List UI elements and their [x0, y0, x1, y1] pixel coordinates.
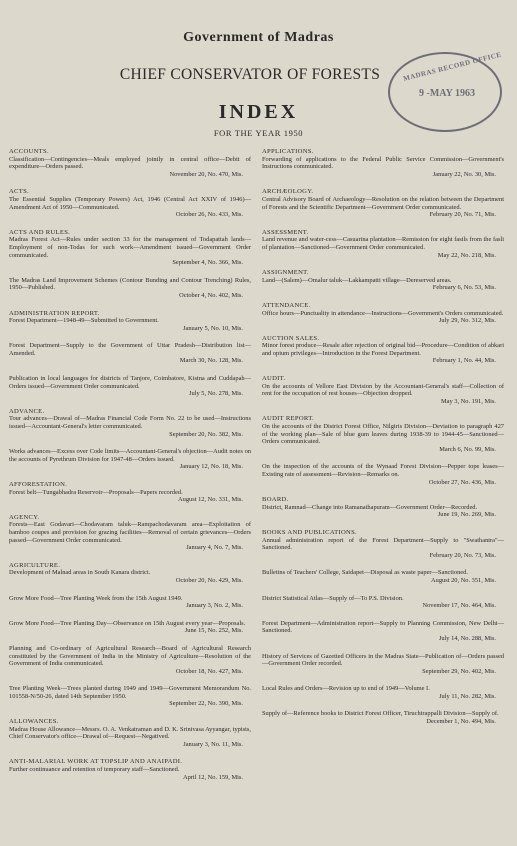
entry-text: Planning and Co-ordinary of Agricultural Research—Board of Agricultural Research constituted by the Government of India in the Ministry of Agriculture—Resolution of the Government of India communicated.: [9, 644, 251, 668]
entry-heading: ALLOWANCES.: [9, 718, 59, 726]
entry-heading: AFFORESTATION.: [9, 481, 68, 488]
entry-reference: July 14, No. 288, Mis.: [438, 634, 496, 642]
entry-reference: February 6, No. 53, Mis.: [432, 284, 496, 292]
entry-text: Central Advisory Board of Archaeology—Resolution on the relation between the Department of Forests and the Scientific Department—Government Order communicated.: [262, 195, 504, 211]
index-entry: [9, 645, 251, 675]
entry-heading: ATTENDANCE.: [262, 301, 311, 309]
index-entry: [9, 514, 251, 552]
entry-text: Local Rules and Orders—Revision up to end of 1949—Volume I.: [262, 685, 430, 693]
entry-reference: September 29, No. 402, Mis.: [422, 667, 496, 675]
entry-heading: ADMINISTRATION REPORT.: [9, 309, 100, 317]
entry-heading: ACTS.: [9, 188, 30, 196]
entry-reference: February 20, No. 71, Mis.: [429, 211, 496, 219]
entry-text: Bulletins of Teachers' College, Saidapet—Disposal as waste paper—Sanctioned.: [262, 569, 468, 577]
entry-text: Tree Planting Week—Trees planted during 1949 and 1949—Government Memorandum No. 101558-N/50-26, dated 14th September 1950.: [9, 685, 251, 700]
entry-text: Land—(Salem)—Omalur taluk—Lakkampatti village—Dereserved areas.: [262, 276, 452, 284]
entry-text: History of Services of Gazetted Officers in the Madras State—Publication of—Orders passed—Government Order recorded.: [262, 652, 504, 668]
entry-reference: October 4, No. 402, Mis.: [179, 291, 243, 299]
index-entry: [262, 188, 504, 218]
entry-reference: July 11, No. 282, Mis.: [439, 692, 496, 700]
index-entry: [9, 229, 251, 267]
entry-reference: October 26, No. 433, Mis.: [175, 211, 243, 219]
entry-text: Forest Department—Administration report—Supply to Planning Commission, New Delhi—Sanctioned.: [262, 619, 504, 635]
entry-text: District Statistical Atlas—Supply of—To P.S. Division.: [262, 594, 404, 602]
index-entry: [9, 685, 251, 708]
entry-text: On the accounts of Vellore East Division by the Accountant-General's staff—Collection of rent for the occupation of rest houses—Objection dropped.: [262, 382, 504, 398]
entry-reference: November 17, No. 464, Mis.: [422, 602, 496, 610]
stamp-date-text: 9 -MAY 1963: [419, 88, 475, 99]
index-entry: [9, 481, 251, 504]
index-entry: [262, 148, 504, 178]
index-entry: [9, 718, 251, 748]
record-office-stamp: [388, 52, 502, 132]
entry-reference: July 29, No. 312, Mis.: [438, 317, 496, 325]
index-entry: [9, 595, 251, 610]
entry-reference: April 12, No. 159, Mis.: [182, 773, 243, 781]
entry-text: Office hours—Punctuality in attendance—Instructions—Government's Orders communicated.: [262, 309, 504, 317]
entry-heading: APPLICATIONS.: [262, 148, 314, 155]
entry-heading: AUDIT.: [262, 375, 286, 383]
entry-heading: ASSESSMENT.: [262, 228, 309, 236]
entry-reference: June 15, No. 252, Mis.: [184, 627, 243, 635]
entry-text: On the inspection of the accounts of the Wynaad Forest Division—Pepper tope leases—Existing rate of assessment—Revision—Remarks on.: [262, 463, 504, 478]
entry-heading: ASSIGNMENT.: [262, 269, 309, 277]
entry-reference: January 3, No. 11, Mis.: [183, 740, 243, 748]
entry-reference: August 12, No. 331, Mis.: [178, 496, 243, 504]
index-entry: [262, 335, 504, 365]
entry-heading: AUDIT REPORT.: [262, 415, 314, 423]
entry-text: Forest Department—Supply to the Government of Uttar Pradesh—Distribution list—Amended.: [9, 342, 251, 357]
index-entry: [9, 448, 251, 471]
entry-reference: September 22, No. 390, Mis.: [169, 700, 243, 708]
entry-reference: June 19, No. 269, Mis.: [437, 511, 496, 519]
index-entry: [9, 375, 251, 398]
entry-reference: February 20, No. 73, Mis.: [429, 551, 496, 559]
entry-heading: ADVANCE.: [9, 407, 45, 415]
entry-heading: AGENCY.: [9, 513, 40, 521]
entry-heading: AGRICULTURE.: [9, 561, 61, 569]
entry-text: Further continuance and retention of temporary staff—Sanctioned.: [9, 766, 180, 774]
entry-heading: AUCTION SALES.: [262, 334, 320, 342]
index-entry: [9, 620, 251, 635]
index-entry: [262, 269, 504, 292]
index-entry: [262, 302, 504, 325]
entry-text: District, Ramnad—Change into Ramanathapuram—Government Order—Recorded.: [262, 503, 478, 511]
index-title: INDEX: [218, 101, 299, 123]
entry-text: Annual administration report of the Forest Department—Supply to "Swathantra"—Sanctioned.: [262, 536, 504, 552]
entry-reference: September 4, No. 366, Mis.: [172, 259, 243, 267]
index-entry: [9, 310, 251, 333]
index-entry: [262, 375, 504, 405]
entry-reference: February 1, No. 44, Mis.: [432, 357, 496, 365]
index-entry: [9, 188, 251, 218]
entry-text: Grow More Food—Tree Planting Day—Observance on 15th August every year—Proposals.: [9, 619, 246, 627]
entry-reference: September 20, No. 382, Mis.: [169, 430, 243, 438]
year-subtitle: FOR THE YEAR 1950: [213, 128, 304, 138]
index-entry: [262, 595, 504, 610]
entry-reference: May 22, No. 218, Mis.: [437, 251, 496, 259]
entry-text: Forest Department—1948-49—Submitted to Government.: [9, 317, 159, 325]
index-entry: [9, 758, 251, 781]
index-entry: [9, 342, 251, 365]
right-column: [262, 148, 504, 736]
index-entry: [262, 653, 504, 676]
index-entry: [262, 710, 504, 725]
entry-reference: January 4, No. 7, Mis.: [186, 544, 243, 552]
index-entry: [262, 496, 504, 519]
left-column: [9, 148, 251, 791]
entry-reference: October 27, No. 436, Mis.: [428, 478, 496, 486]
index-entry: [262, 529, 504, 559]
entry-heading: ACCOUNTS.: [9, 148, 49, 155]
entry-text: Development of Malnad areas in South Kanara district.: [9, 569, 151, 577]
entry-heading: ANTI-MALARIAL WORK AT TOPSLIP AND ANAIPADI.: [9, 758, 183, 766]
entry-reference: July 5, No. 278, Mis.: [189, 390, 243, 398]
entry-text: On the accounts of the District Forest Office, Nilgiris Division—Deviation to paragraph 427 of the working plan—Sale of blue gum leaves during 1938-39 to 1944-45—Sanctioned—Orders communicated.: [262, 423, 504, 446]
entry-text: Forwarding of applications to the Federal Public Service Commission—Government's Instructions communicated.: [262, 155, 504, 171]
index-entry: [262, 620, 504, 643]
entry-text: Works advances—Excess over Code limits—Accountant-General's objection—Audit notes on the accounts of Pyrethrum Division for 1947-48—Orders issued.: [9, 448, 251, 463]
entry-heading: BOOKS AND PUBLICATIONS.: [262, 528, 358, 536]
index-entry: [9, 148, 251, 178]
index-entry: [262, 229, 504, 259]
entry-reference: December 1, No. 494, Mis.: [426, 718, 496, 726]
entry-text: Madras Forest Act—Rules under section 33 for the management of Todapattah lands—Employment of non-Todas for such work—Amendment issued—Government Order communicated.: [9, 236, 251, 259]
index-entry: [9, 277, 251, 300]
entry-reference: January 3, No. 2, Mis.: [186, 602, 243, 610]
entry-text: Minor forest produce—Resale after rejection of original bid—Procedure—Condition of abkari and opium privileges—Introduction in the Forest Department.: [262, 342, 504, 357]
entry-reference: October 20, No. 429, Mis.: [175, 576, 243, 584]
index-entry: [9, 408, 251, 438]
government-heading: Government of Madras: [183, 30, 334, 45]
entry-text: Grow More Food—Tree Planting Week from the 15th August 1949.: [9, 594, 183, 602]
index-entry: [262, 463, 504, 486]
entry-text: Forest belt—Tungabhadra Reservoir—Proposals—Papers recorded.: [9, 488, 183, 496]
entry-reference: January 5, No. 10, Mis.: [183, 324, 243, 332]
entry-text: The Essential Supplies (Temporary Powers) Act, 1946 (Central Act XXIV of 1946)—Amendment Act of 1950—Communicated.: [9, 195, 251, 211]
entry-text: Publication in local languages for districts of Tanjore, Coimbatore, Kistna and Cuddapah—Orders issued—Government Order communicated.: [9, 375, 251, 390]
stamp-office-text: MADRAS RECORD OFFICE: [402, 50, 503, 83]
index-entry: [262, 415, 504, 453]
entry-reference: August 20, No. 351, Mis.: [431, 576, 496, 584]
entry-text: Classification—Contingencies—Meals employed jointly in central office—Debit of expenditure—Orders passed.: [9, 155, 251, 171]
entry-reference: October 18, No. 427, Mis.: [175, 667, 243, 675]
entry-reference: January 22, No. 30, Mis.: [432, 170, 496, 178]
entry-text: The Madras Land Improvement Schemes (Contour Bunding and Contour Trenching) Rules, 1950—Published.: [9, 276, 251, 292]
entry-text: Tour advances—Drawal of—Madras Financial Code Form No. 22 to be used—Instructions issued—Accountant-General's letter communicated.: [9, 415, 251, 431]
index-entry: [262, 569, 504, 584]
office-heading: CHIEF CONSERVATOR OF FORESTS: [119, 66, 381, 83]
entry-reference: November 20, No. 470, Mis.: [169, 170, 243, 178]
entry-text: Forests—East Godavari—Chodavaram taluk—Rampachodavaram area—Exploitation of bamboo coupes and provision for grazing facilities—Removal of certain grievances—Orders passed—Government Order communicated.: [9, 521, 251, 544]
index-entry: [262, 685, 504, 700]
index-entry: [9, 562, 251, 585]
entry-reference: March 6, No. 99, Mis.: [439, 445, 496, 453]
entry-heading: ARCHÆOLOGY.: [262, 188, 314, 196]
entry-text: Land revenue and water-cess—Casuarina plantation—Remission for eight fasils from the fasli of plantation—Sanctioned—Government Order communicated.: [262, 236, 504, 251]
entry-reference: January 12, No. 18, Mis.: [179, 463, 243, 471]
entry-heading: BOARD.: [262, 496, 289, 504]
entry-text: Madras House Allowance—Messrs. O. A. Venkatraman and D. K. Srinivasa Ayyangar, typists, Chief Conservator's office—Drawal of—Request—Negatived.: [9, 725, 251, 741]
entry-reference: March 30, No. 128, Mis.: [179, 357, 243, 365]
entry-text: Supply of—Reference books to District Forest Officer, Tiruchirappalli Division—Supply of.: [262, 710, 499, 718]
entry-heading: ACTS AND RULES.: [9, 228, 71, 236]
entry-reference: May 3, No. 191, Mis.: [440, 397, 496, 405]
